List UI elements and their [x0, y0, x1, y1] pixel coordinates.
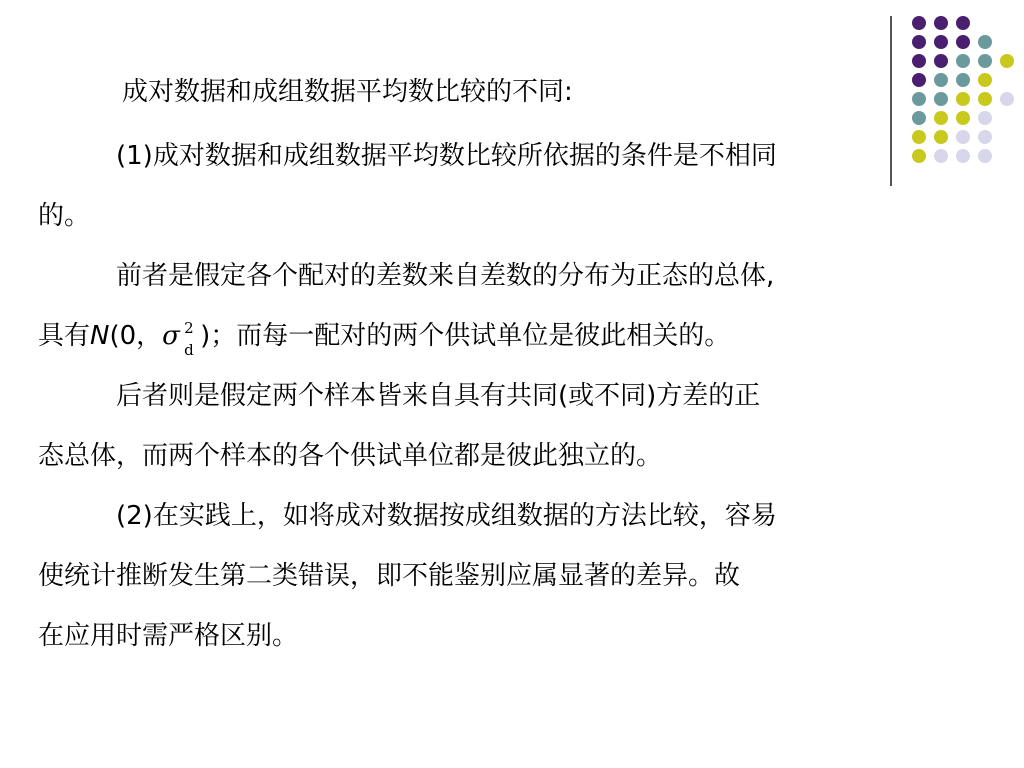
math-open: (0，: [109, 321, 163, 351]
point-1-line-2: 的。: [38, 201, 91, 231]
dot: [912, 111, 926, 125]
dot: [934, 54, 948, 68]
dot: [934, 130, 948, 144]
dot: [956, 111, 970, 125]
dot: [912, 35, 926, 49]
point-1-line-1: (1)成对数据和成组数据平均数比较所依据的条件是不相同: [116, 141, 777, 171]
point-2-line-3: 在应用时需严格区别。: [38, 621, 299, 651]
dot: [934, 92, 948, 106]
dot: [934, 149, 948, 163]
dot: [1000, 92, 1014, 106]
dot: [978, 35, 992, 49]
point-1-former-line-1: 前者是假定各个配对的差数来自差数的分布为正态的总体,: [116, 261, 775, 291]
text-prefix: 具有: [38, 321, 91, 351]
dot: [934, 111, 948, 125]
heading: 成对数据和成组数据平均数比较的不同:: [122, 77, 573, 107]
dot: [912, 16, 926, 30]
dot: [934, 35, 948, 49]
dot: [956, 149, 970, 163]
dot: [912, 92, 926, 106]
sigma-symbol: σ: [162, 321, 180, 351]
dot: [978, 111, 992, 125]
dot: [956, 16, 970, 30]
dot: [956, 92, 970, 106]
dot: [912, 130, 926, 144]
dot: [956, 35, 970, 49]
dot: [978, 149, 992, 163]
point-1-former-line-2: [38, 316, 731, 359]
point-2-line-2: 使统计推断发生第二类错误，即不能鉴别应属显著的差异。故: [38, 561, 741, 591]
dot: [956, 130, 970, 144]
dot: [956, 73, 970, 87]
dot: [978, 54, 992, 68]
dot: [956, 54, 970, 68]
dot: [934, 16, 948, 30]
divider-line: [890, 16, 892, 186]
sigma-superscript: 2: [184, 319, 194, 337]
dot: [912, 54, 926, 68]
point-1-latter-line-2: 态总体，而两个样本的各个供试单位都是彼此独立的。: [38, 441, 663, 471]
sigma-subscript: d: [184, 341, 194, 359]
math-N: N: [90, 321, 110, 351]
dot: [978, 92, 992, 106]
point-1-latter-line-1: 后者则是假定两个样本皆来自具有共同(或不同)方差的正: [116, 381, 761, 411]
dot: [912, 149, 926, 163]
dot: [934, 73, 948, 87]
dot: [912, 73, 926, 87]
dot-grid-decoration: [912, 16, 1022, 166]
dot: [978, 73, 992, 87]
dot: [1000, 54, 1014, 68]
point-2-line-1: (2)在实践上，如将成对数据按成组数据的方法比较，容易: [116, 501, 777, 531]
dot: [978, 130, 992, 144]
sigma-d-squared: [162, 316, 200, 359]
math-close-text: )；而每一配对的两个供试单位是彼此相关的。: [200, 321, 731, 351]
